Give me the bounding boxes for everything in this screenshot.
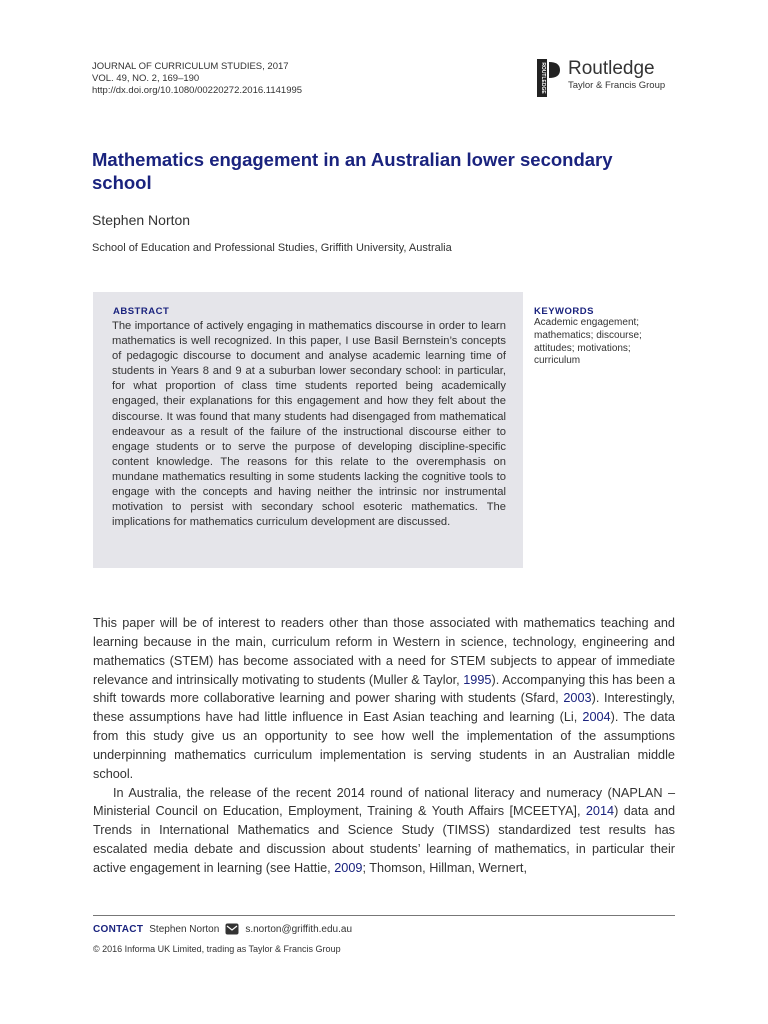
contact-email-link[interactable]: s.norton@griffith.edu.au: [245, 923, 353, 935]
author-name: Stephen Norton: [92, 212, 191, 228]
article-body: [93, 614, 675, 878]
abstract-heading: ABSTRACT: [113, 306, 170, 317]
body-text-span: ) data and Trends in International Mathematics and Science Study (TIMSS) standardized test results has escalated media debate and discussion about students’ learning of mathematics, in particular their active engagement in learning (see Hattie,: [93, 804, 675, 875]
body-text-span: ). Accompanying this has been a shift towards more collaborative learning and power sharing with students (Sfard,: [93, 672, 675, 706]
keywords-list: Academic engagement; mathematics; discourse; attitudes; motivations; curriculum: [534, 317, 642, 367]
routledge-mark-icon: [536, 58, 562, 98]
citation-link[interactable]: 1995: [463, 672, 492, 687]
journal-header: [92, 61, 302, 97]
contact-line: [93, 923, 352, 935]
journal-volume: VOL. 49, NO. 2, 169–190: [92, 73, 200, 84]
author-affiliation: School of Education and Professional Studies, Griffith University, Australia: [92, 242, 452, 254]
footer-divider: [93, 915, 675, 916]
body-paragraph-2: [93, 784, 675, 878]
citation-link[interactable]: 2004: [582, 710, 611, 725]
abstract-text: The importance of actively engaging in mathematics discourse in order to learn mathematics is well recognized. In this paper, I use Basil Bernstein’s concepts of pedagogic discourse to document and analyse academic learning time of students in Years 8 and 9 at a suburban lower secondary school: in particular, for what proportion of class time students reported being academically engaged, their explanations for this engagement and how they felt about the discourse. It was found that many students had disengaged from mathematical endeavour as a result of the failure of the instructional discourse either to engage students or to serve the purpose of developing discipline-specific content knowledge. The reasons for this relate to the overemphasis on mundane mathematics resulting in some students lacking the cognitive tools to engage with the concepts and having neither the intrinsic nor instrumental motivation to persist with secondary school esoteric mathematics. The implications for mathematics curriculum development are discussed.: [112, 320, 506, 529]
citation-link[interactable]: 2014: [585, 804, 615, 819]
copyright-notice: © 2016 Informa UK Limited, trading as Taylor & Francis Group: [93, 944, 341, 954]
routledge-mark-text: ROUTLEDGE: [540, 62, 546, 94]
citation-link[interactable]: 2009: [334, 860, 363, 875]
keywords-section: [534, 306, 674, 368]
keywords-heading: KEYWORDS: [534, 306, 594, 317]
publisher-name: Routledge: [568, 58, 655, 79]
publisher-logo: [536, 58, 665, 98]
body-text-span: This paper will be of interest to readers other than those associated with mathematics teaching and learning because in the main, curriculum reform in Western in science, technology, engineering and mathematics (STEM) has become associated with a need for STEM subjects to appear of immediate relevance and intrinsically motivating to students (Muller & Taylor,: [93, 616, 675, 687]
contact-label: CONTACT: [93, 923, 144, 935]
article-title: Mathematics engagement in an Australian lower secondary school: [92, 149, 613, 193]
contact-name: Stephen Norton: [149, 923, 220, 935]
body-text-span: In Australia, the release of the recent 2014 round of national literacy and numeracy (NAPLAN – Ministerial Council on Education, Employment, Training & Youth Affairs [MCEETYA],: [93, 785, 675, 819]
publisher-subtitle: Taylor & Francis Group: [568, 80, 666, 91]
journal-name: JOURNAL OF CURRICULUM STUDIES, 2017: [92, 61, 289, 72]
body-text-span: ). The data from this study give us an opportunity to see how well the implementation of the assumptions underpinning mathematics curriculum implementation is serving students in an Australian middle school.: [93, 710, 675, 781]
body-paragraph-1: [93, 614, 675, 784]
abstract-box: [93, 292, 523, 568]
body-text-span: ; Thomson, Hillman, Wernert,: [362, 860, 527, 875]
citation-link[interactable]: 2003: [563, 691, 592, 706]
journal-doi-link[interactable]: http://dx.doi.org/10.1080/00220272.2016.1141995: [92, 85, 303, 96]
body-text-span: ). Interestingly, these assumptions have had little influence in East Asian teaching and learning (Li,: [93, 691, 676, 725]
email-icon: [225, 923, 239, 935]
